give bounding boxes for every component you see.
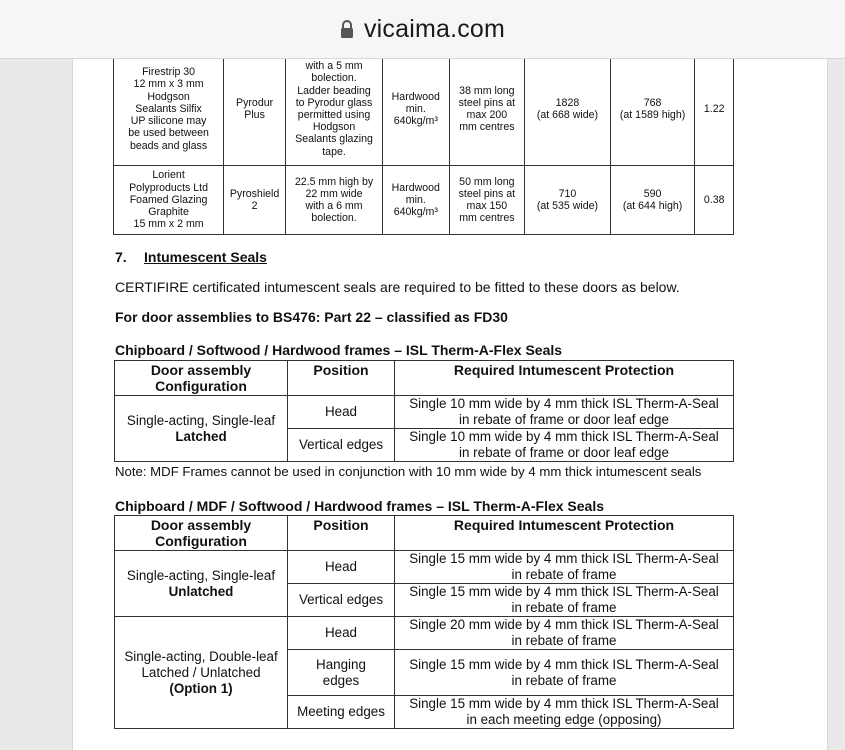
- cell-line: with a 5 mm: [305, 60, 363, 73]
- cell-line: Single 15 mm wide by 4 mm thick ISL Therm-A-Seal: [409, 656, 719, 672]
- config-line: Latched: [175, 428, 227, 444]
- protection-cell: [395, 584, 734, 617]
- protection-cell: [395, 696, 734, 729]
- cell-line: 2: [251, 200, 258, 212]
- beading-cell: [286, 166, 383, 235]
- cell-line: 12 mm x 3 mm: [133, 78, 204, 91]
- protection-cell: [395, 617, 734, 650]
- config-line: Unlatched: [168, 583, 234, 599]
- cell-line: Sealants glazing: [295, 133, 373, 146]
- bead-material-cell: [383, 166, 450, 235]
- cell-line: min.: [405, 102, 426, 115]
- cell-line: Single 15 mm wide by 4 mm thick ISL Therm-A-Seal: [409, 551, 719, 566]
- seal-table-latched: [114, 360, 734, 462]
- cell-line: steel pins at: [458, 187, 516, 200]
- glazing-cell: [114, 58, 224, 166]
- cell-line: Single 15 mm wide by 4 mm thick ISL Therm-A-Seal: [409, 696, 719, 711]
- table-header-row: [115, 361, 734, 396]
- max-height-cell: [525, 166, 611, 235]
- table-row: [114, 58, 734, 166]
- cell-line: bolection.: [311, 72, 357, 85]
- cell-line: Graphite: [148, 206, 189, 219]
- cell-line: (at 1589 high): [619, 109, 686, 121]
- cell-line: 590: [643, 187, 662, 200]
- header-position: Position: [288, 516, 395, 551]
- cell-line: beads and glass: [129, 139, 208, 152]
- seal-table-unlatched: [114, 515, 734, 729]
- browser-address-bar[interactable]: [0, 0, 845, 59]
- cell-line: in rebate of frame: [511, 567, 617, 582]
- glazing-cell: [114, 166, 224, 235]
- cell-line: max 200: [466, 109, 508, 121]
- max-width-cell: [610, 58, 695, 166]
- config-line: Single-acting, Single-leaf: [126, 567, 276, 583]
- protection-cell: [395, 396, 734, 429]
- cell-line: in rebate of frame or door leaf edge: [459, 412, 669, 427]
- glazing-spec-table: [113, 58, 734, 235]
- section-number: 7.: [115, 249, 127, 265]
- cell-line: Firestrip 30: [142, 66, 196, 79]
- glass-cell: [224, 166, 286, 235]
- url-text[interactable]: vicaima.com: [363, 14, 506, 43]
- table-row: [115, 551, 734, 584]
- cell-line: Vertical edges: [298, 437, 384, 452]
- cell-line: Hodgson: [147, 90, 190, 103]
- intro-paragraph: CERTIFIRE certificated intumescent seals are required to be fitted to these doors as below.: [115, 279, 680, 295]
- cell-line: Plus: [244, 109, 265, 121]
- cell-line: mm centres: [459, 212, 515, 225]
- cell-line: Ladder beading: [297, 84, 371, 97]
- cell-line: Configuration: [155, 533, 247, 549]
- lock-icon: [340, 19, 354, 39]
- header-protection: Required Intumescent Protection: [395, 516, 734, 551]
- table-row: [115, 396, 734, 429]
- config-line: (Option 1): [169, 680, 233, 696]
- cell-line: with a 6 mm: [305, 200, 363, 212]
- max-height-cell: [525, 58, 611, 166]
- bead-material-cell: [383, 58, 450, 166]
- cell-line: Polyproducts Ltd: [129, 181, 209, 194]
- cell-line: Vertical edges: [298, 592, 384, 607]
- cell-line: (at 535 wide): [536, 200, 599, 212]
- cell-line: mm centres: [459, 121, 515, 134]
- cell-line: in rebate of frame: [511, 600, 617, 615]
- area-cell: 0.38: [695, 166, 734, 235]
- address-bar-content: [340, 15, 505, 44]
- config-cell: [115, 551, 288, 617]
- cell-line: steel pins at: [458, 96, 516, 109]
- cell-line: Single 10 mm wide by 4 mm thick ISL Therm-A-Seal: [409, 429, 719, 444]
- cell-line: Lorient: [152, 169, 185, 182]
- cell-line: Hardwood: [391, 90, 440, 103]
- cell-line: edges: [322, 672, 360, 688]
- position-cell: [288, 617, 395, 650]
- position-cell: [288, 396, 395, 429]
- cell-line: Hardwood: [391, 181, 440, 194]
- cell-line: Meeting edges: [297, 704, 385, 719]
- cell-line: Head: [324, 404, 357, 419]
- config-line: Single-acting, Single-leaf: [126, 412, 276, 428]
- cell-line: Door assembly: [150, 517, 252, 533]
- cell-line: 22 mm wide: [305, 187, 363, 200]
- cell-line: Single 10 mm wide by 4 mm thick ISL Therm-A-Seal: [409, 396, 719, 411]
- header-position: Position: [288, 361, 395, 396]
- table-row: [114, 166, 734, 235]
- position-cell: [288, 551, 395, 584]
- cell-line: UP silicone may: [130, 115, 207, 128]
- cell-line: Pyrodur: [236, 96, 274, 109]
- cell-line: Single 20 mm wide by 4 mm thick ISL Therm-A-Seal: [409, 617, 719, 632]
- glass-cell: [224, 58, 286, 166]
- cell-line: to Pyrodur glass: [295, 96, 373, 109]
- cell-line: max 150: [466, 200, 508, 212]
- fixing-cell: [449, 166, 525, 235]
- cell-line: in rebate of frame: [511, 633, 617, 648]
- section-title: Intumescent Seals: [144, 249, 267, 265]
- position-cell: [288, 650, 395, 696]
- position-cell: [288, 584, 395, 617]
- cell-line: Hanging: [316, 656, 366, 672]
- cell-line: 710: [558, 187, 577, 200]
- mdf-note: Note: MDF Frames cannot be used in conjunction with 10 mm wide by 4 mm thick intumescent seals: [115, 464, 702, 479]
- cell-line: Configuration: [155, 378, 247, 394]
- cell-line: bolection.: [311, 212, 357, 225]
- config-line: Single-acting, Double-leaf: [124, 648, 278, 664]
- beading-cell: [286, 58, 383, 166]
- protection-cell: [395, 551, 734, 584]
- subheading: For door assemblies to BS476: Part 22 – classified as FD30: [115, 309, 508, 325]
- cell-line: in each meeting edge (opposing): [466, 712, 662, 727]
- cell-line: Single 15 mm wide by 4 mm thick ISL Therm-A-Seal: [409, 584, 719, 599]
- header-config: [115, 361, 288, 396]
- cell-line: in rebate of frame or door leaf edge: [459, 445, 669, 460]
- cell-line: 38 mm long: [459, 84, 515, 97]
- cell-line: 640kg/m³: [393, 206, 438, 219]
- table-row: [115, 617, 734, 650]
- protection-cell: [395, 650, 734, 696]
- cell-line: be used between: [128, 127, 209, 140]
- cell-line: 50 mm long: [459, 175, 515, 188]
- config-line: Latched / Unlatched: [141, 664, 261, 680]
- cell-line: Pyroshield: [229, 187, 280, 200]
- cell-line: Door assembly: [150, 362, 252, 378]
- cell-line: min.: [405, 193, 426, 206]
- document-page: [72, 58, 828, 750]
- config-cell: [115, 617, 288, 729]
- cell-line: 640kg/m³: [393, 115, 438, 128]
- cell-line: permitted using: [297, 109, 371, 121]
- cell-line: (at 644 high): [622, 200, 683, 212]
- cell-line: 768: [643, 96, 662, 109]
- position-cell: [288, 429, 395, 462]
- section-heading: [115, 249, 267, 265]
- config-cell: [115, 396, 288, 462]
- cell-line: in rebate of frame: [511, 672, 617, 688]
- cell-line: tape.: [322, 145, 346, 158]
- header-protection: Required Intumescent Protection: [395, 361, 734, 396]
- area-cell: 1.22: [695, 58, 734, 166]
- table1-caption: Chipboard / Softwood / Hardwood frames – ISL Therm-A-Flex Seals: [115, 342, 563, 358]
- cell-line: 1828: [555, 96, 580, 109]
- table2-caption: Chipboard / MDF / Softwood / Hardwood frames – ISL Therm-A-Flex Seals: [115, 498, 605, 514]
- fixing-cell: [449, 58, 525, 166]
- cell-line: Hodgson: [312, 121, 356, 134]
- cell-line: Head: [324, 559, 357, 574]
- position-cell: [288, 696, 395, 729]
- max-width-cell: [610, 166, 695, 235]
- cell-line: Foamed Glazing: [129, 193, 208, 206]
- cell-line: (at 668 wide): [536, 109, 599, 121]
- protection-cell: [395, 429, 734, 462]
- cell-line: Head: [324, 625, 357, 640]
- cell-line: 15 mm x 2 mm: [133, 218, 204, 231]
- cell-line: Sealants Silfix: [135, 102, 202, 115]
- cell-line: 22.5 mm high by: [294, 175, 374, 188]
- header-config: [115, 516, 288, 551]
- table-header-row: [115, 516, 734, 551]
